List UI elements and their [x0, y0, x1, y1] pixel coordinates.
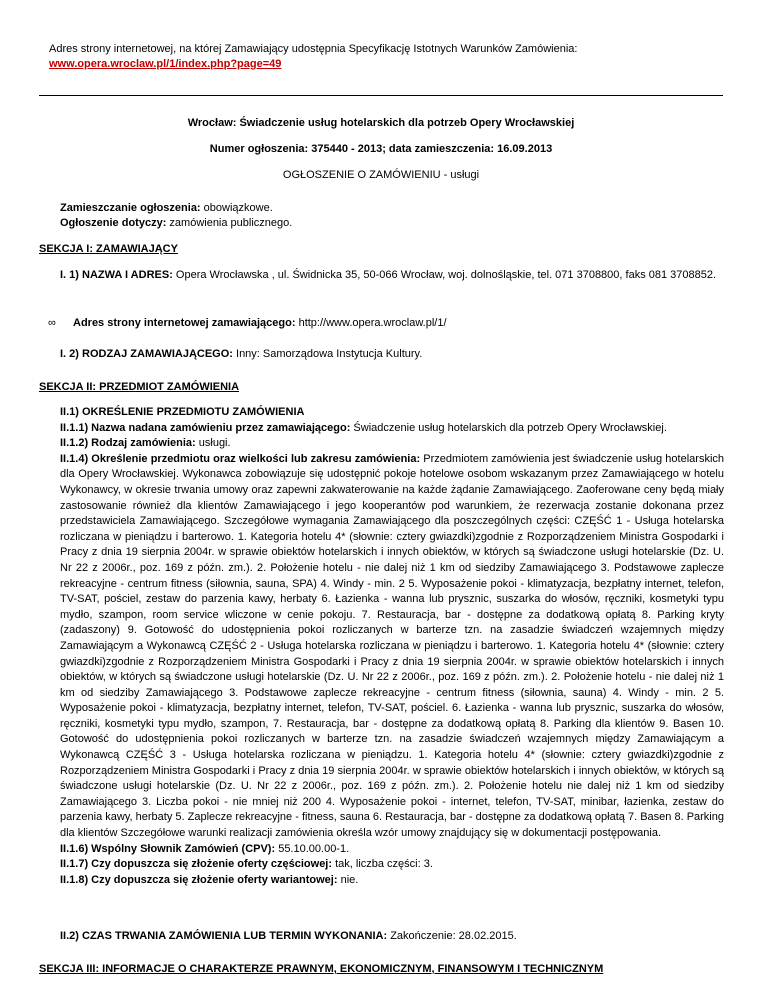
- ii12-value: usługi.: [195, 437, 231, 450]
- ii17-line: [60, 857, 724, 873]
- posting-value: obowiązkowe.: [200, 202, 273, 214]
- section-2-body: [60, 405, 724, 888]
- ii2-label: II.2) CZAS TRWANIA ZAMÓWIENIA LUB TERMIN WYKONANIA:: [60, 930, 388, 942]
- ii12-label: II.1.2) Rodzaj zamówienia:: [60, 437, 196, 450]
- ii2-value: Zakończenie: 28.02.2015.: [387, 930, 517, 942]
- notice-type: OGŁOSZENIE O ZAMÓWIENIU - usługi: [282, 169, 480, 181]
- siwz-address-note: Adres strony internetowej, na której Zamawiający udostępnia Specyfikację Istotnych Warunków Zamówienia:: [49, 43, 578, 55]
- website-label: Adres strony internetowej zamawiającego:: [73, 317, 296, 329]
- ii17-label: II.1.7) Czy dopuszcza się złożenie oferty częściowej:: [60, 858, 333, 871]
- ii16-label: II.1.6) Wspólny Słownik Zamówień (CPV):: [60, 842, 276, 855]
- concerns-label: Ogłoszenie dotyczy:: [60, 217, 167, 229]
- bullet-icon: ∞: [48, 317, 56, 329]
- concerns-line: [60, 216, 724, 231]
- notice-number: Numer ogłoszenia: 375440 - 2013; data zamieszczenia: 16.09.2013: [209, 143, 553, 155]
- siwz-address-link[interactable]: www.opera.wroclaw.pl/1/index.php?page=49: [49, 58, 282, 70]
- ii16-value: 55.10.00.00-1.: [275, 842, 350, 855]
- posting-label: Zamieszczanie ogłoszenia:: [60, 202, 201, 214]
- ii14-label: II.1.4) Określenie przedmiotu oraz wielkości lub zakresu zamówienia:: [60, 452, 421, 465]
- ii11-line: [60, 421, 724, 437]
- ii2-line: [60, 929, 724, 944]
- ii14-value: Przedmiotem zamówienia jest świadczenie usług hotelarskich dla Opery Wrocławskiej. Wykonawca zobowiązuje się udostępnić pokoje hotelowe osobom wskazanym przez Zamawiającego w hotelu Wykonawcy, w okresie trwania umowy oraz zapewni zakwaterowanie na każde żądanie Zamawiającego. Zaoferowane ceny będą miały zastosowanie również dla klientów Zamawiającego i jego kooperantów pod warunkiem, że rezerwacja zostanie dokonana przez przedstawiciela Zamawiającego. Szczegółowe wymagania Zamawiającego dla poszczególnych części: CZĘŚĆ 1 - Usługa hotelarska rozliczana w pieniądzu i barterowo. 1. Kategoria hotelu 4* (słownie: cztery gwiazdki)zgodnie z Rozporządzeniem Ministra Gospodarki i Pracy z dnia 19 sierpnia 2004r. w sprawie obiektów hotelarskich i innych obiektów, w których są świadczone usługi hotelarskie (Dz. U. Nr 22 z 2006r., poz. 169 z późn. zm.). 2. Położenie hotelu - nie dalej niż 1 km od siedziby Zamawiającego 3. Podstawowe zaplecze rekreacyjne - centrum fitness (siłownia, sauna, SPA) 4. Windy - min. 2 5. Wyposażenie pokoi - klimatyzacja, bezpłatny internet, telefon, TV-SAT, pościel, zestaw do parzenia kawy, herbaty 6. Łazienka - wanna lub prysznic, suszarka do włosów, ręczniki, kosmetyki typu mydło, szampon, room service wliczone w cenie pokoju. 7. Restauracja, bar - dostępne za dodatkową opłatą 8. Parking kryty (zadaszony) 9. Gotowość do udostępnienia pokoi rozliczanych w barterze tzn. na zasadzie świadczeń wzajemnych między Zamawiającym a Wykonawcą CZĘŚĆ 2 - Usługa hotelarska rozliczana w pieniądzu i barterowo. 1. Kategoria hotelu 4* (słownie: cztery gwiazdki)zgodnie z Rozporządzeniem Ministra Gospodarki i Pracy z dnia 19 sierpnia 2004r. w sprawie obiektów hotelarskich i innych obiektów, w których są świadczone usługi hotelarskie (Dz. U. Nr 22 z 2006r., poz. 169 z późn. zm.). 2. Położenie hotelu - nie dalej niż 1 km od siedziby Zamawiającego 3. Podstawowe zaplecze rekreacyjne - centrum fitness (siłownia, sauna) 4. Windy - min. 2 5. Wyposażenie pokoi - klimatyzacja, bezpłatny internet, telefon, TV-SAT, pościel. 6. Łazienka - wanna lub prysznic, suszarka do włosów, ręczniki, kosmetyki typu mydło, szampon, 7. Restauracja, bar - dostępne za dodatkową opłatą 8. Parking dla klientów 9. Basen 10. Gotowość do udostępnienia pokoi rozliczanych w barterze tzn. na zasadzie świadczeń wzajemnych między Zamawiającym a Wykonawcą CZĘŚĆ 3 - Usługa hotelarska rozliczana w pieniądzu. 1. Kategoria hotelu 4* (słownie: cztery gwiazdki)zgodnie z Rozporządzeniem Ministra Gospodarki i Pracy z dnia 19 sierpnia 2004r. w sprawie obiektów hotelarskich i innych obiektów, w których są świadczone usługi hotelarskie (Dz. U. Nr 22 z 2006r., poz. 169 z późn. zm.). 2. Położenie hotelu nie dalej niż 1 km od siedziby Zamawiającego 3. Liczba pokoi - nie mniej niż 200 4. Wyposażenie pokoi - internet, telefon, TV-SAT, minibar, łazienka, zestaw do parzenia kawy, herbaty 5. Zaplecze rekreacyjne - fitness, sauna 6. Restauracja, bar - dostępne za dodatkową opłatą 7. Basen 8. Parking dla klientów Szczegółowe warunki realizacji zamówienia określa wzór umowy znajdujący się w dokumentacji postępowania.: [60, 452, 725, 840]
- ii17-value: tak, liczba części: 3.: [332, 858, 433, 871]
- name-address-paragraph: [60, 268, 724, 283]
- website-value[interactable]: http://www.opera.wroclaw.pl/1/: [295, 317, 447, 329]
- contracting-type-value: Inny: Samorządowa Instytucja Kultury.: [232, 348, 423, 360]
- ii1-heading: II.1) OKREŚLENIE PRZEDMIOTU ZAMÓWIENIA: [60, 406, 305, 418]
- ii18-line: [60, 873, 724, 889]
- ii18-value: nie.: [337, 873, 359, 886]
- section-1-heading: SEKCJA I: ZAMAWIAJĄCY: [39, 243, 178, 255]
- contracting-type-line: [60, 347, 724, 362]
- ii12-line: [60, 436, 724, 452]
- ii14-paragraph: [60, 452, 724, 842]
- ii18-label: II.1.8) Czy dopuszcza się złożenie oferty wariantowej:: [60, 873, 338, 886]
- posting-line: [60, 201, 724, 216]
- ii11-label: II.1.1) Nazwa nadana zamówieniu przez zamawiającego:: [60, 421, 351, 434]
- website-line: [73, 316, 723, 331]
- concerns-value: zamówienia publicznego.: [166, 217, 293, 229]
- horizontal-rule: [39, 95, 723, 96]
- ii11-value: Świadczenie usług hotelarskich dla potrzeb Opery Wrocławskiej.: [350, 421, 667, 434]
- section-3-heading: SEKCJA III: INFORMACJE O CHARAKTERZE PRAWNYM, EKONOMICZNYM, FINANSOWYM I TECHNICZNYM: [39, 963, 604, 975]
- name-address-value: Opera Wrocławska , ul. Świdnicka 35, 50-066 Wrocław, woj. dolnośląskie, tel. 071 3708800, faks 081 3708852.: [172, 269, 717, 281]
- notice-title: Wrocław: Świadczenie usług hotelarskich dla potrzeb Opery Wrocławskiej: [187, 117, 575, 129]
- name-address-label: I. 1) NAZWA I ADRES:: [60, 269, 173, 281]
- section-2-heading: SEKCJA II: PRZEDMIOT ZAMÓWIENIA: [39, 381, 240, 393]
- ii16-line: [60, 842, 724, 858]
- contracting-type-label: I. 2) RODZAJ ZAMAWIAJĄCEGO:: [60, 348, 233, 360]
